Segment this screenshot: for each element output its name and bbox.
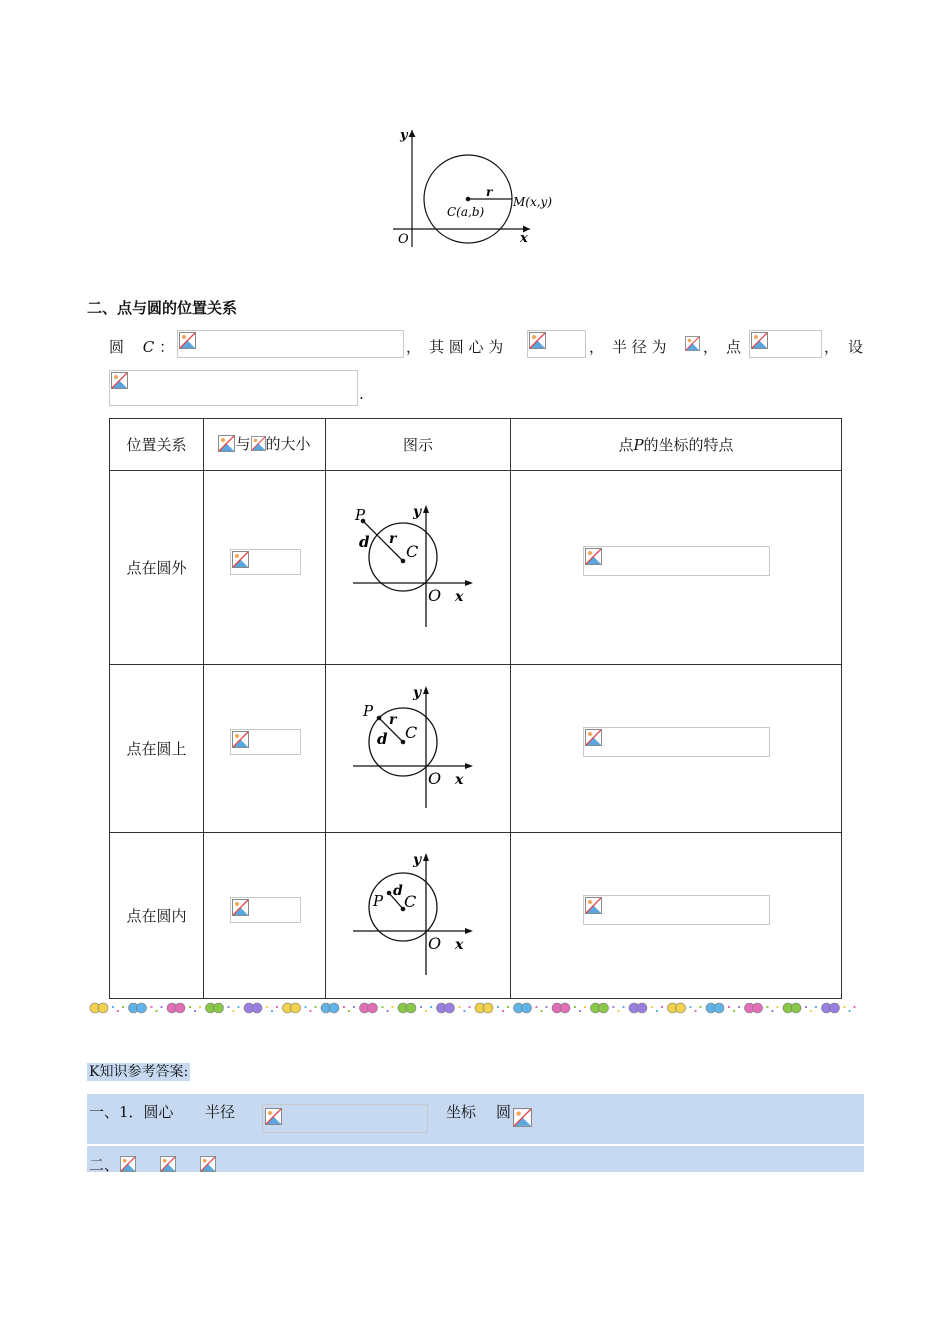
butterfly-icon xyxy=(552,1003,570,1013)
y-label: y xyxy=(413,503,422,520)
dot-decoration xyxy=(151,1006,153,1008)
dot-decoration xyxy=(700,1006,702,1008)
dot-decoration xyxy=(430,1006,432,1008)
butterfly-icon xyxy=(167,1003,185,1013)
dot-decoration xyxy=(849,1010,851,1012)
answer-coord-text: 坐标 xyxy=(446,1103,477,1121)
answer-image xyxy=(230,549,301,575)
dot-decoration xyxy=(276,1006,278,1008)
dot-decoration xyxy=(651,1006,653,1008)
butterfly-icon xyxy=(745,1003,763,1013)
answer-radius-text: 半径 xyxy=(205,1103,236,1121)
dot-decoration xyxy=(844,1006,846,1008)
diagram-cell xyxy=(326,471,511,665)
y-label: y xyxy=(413,684,422,701)
header-feature xyxy=(511,419,842,471)
point-inside-diagram xyxy=(353,849,483,979)
x-label: x xyxy=(455,936,464,953)
broken-image-icon xyxy=(160,1156,176,1172)
answers-line-1 xyxy=(87,1094,864,1144)
dot-decoration xyxy=(536,1006,538,1008)
compare-cell xyxy=(204,665,326,833)
circle-c-prefix xyxy=(109,336,174,357)
dot-decoration xyxy=(233,1010,235,1012)
butterfly-icon xyxy=(629,1003,647,1013)
butterfly-icon xyxy=(129,1003,147,1013)
dot-decoration xyxy=(348,1010,350,1012)
compare-cell xyxy=(204,471,326,665)
dot-decoration xyxy=(497,1006,499,1008)
butterfly-icon xyxy=(706,1003,724,1013)
p-label: P xyxy=(373,891,384,910)
butterfly-icon xyxy=(514,1003,532,1013)
dot-decoration xyxy=(623,1006,625,1008)
table-row xyxy=(110,833,842,999)
dot-decoration xyxy=(199,1006,201,1008)
dot-decoration xyxy=(656,1010,658,1012)
butterfly-icon xyxy=(398,1003,416,1013)
table-row xyxy=(110,665,842,833)
y-label: y xyxy=(413,851,422,868)
and-text: 与 xyxy=(235,435,251,454)
answer-image xyxy=(583,895,770,925)
x-axis-label: x xyxy=(520,231,528,246)
o-label: O xyxy=(428,768,442,788)
butterfly-icon xyxy=(244,1003,262,1013)
radius-label: r xyxy=(486,185,493,199)
period: . xyxy=(359,385,364,403)
broken-image-icon xyxy=(111,372,128,389)
answer-image xyxy=(583,546,770,576)
o-label: O xyxy=(428,585,442,605)
butterfly-icon xyxy=(360,1003,378,1013)
broken-image-icon xyxy=(529,332,546,349)
radius-image xyxy=(685,336,702,355)
butterfly-icon xyxy=(783,1003,801,1013)
p-label: P xyxy=(355,505,366,524)
broken-image-icon xyxy=(120,1156,136,1172)
comma: ， xyxy=(824,338,840,356)
broken-image-icon xyxy=(251,436,266,451)
set-text: 设 xyxy=(848,338,864,356)
comma: ， xyxy=(703,338,719,356)
d-label: d xyxy=(393,882,403,899)
dot-decoration xyxy=(507,1006,509,1008)
radius-is-text: 半 径 为 xyxy=(612,338,667,356)
broken-image-icon xyxy=(585,729,602,746)
answer-image xyxy=(230,729,301,755)
dot-decoration xyxy=(695,1010,697,1012)
broken-image-icon xyxy=(585,548,602,565)
feature-prefix: 点 xyxy=(618,436,634,454)
c-label: C xyxy=(405,722,418,742)
butterfly-icon xyxy=(591,1003,609,1013)
dot-decoration xyxy=(392,1006,394,1008)
r-label: r xyxy=(389,530,397,547)
dot-decoration xyxy=(228,1006,230,1008)
dot-decoration xyxy=(728,1006,730,1008)
dot-decoration xyxy=(305,1006,307,1008)
dot-decoration xyxy=(464,1010,466,1012)
dot-decoration xyxy=(156,1010,158,1012)
dot-decoration xyxy=(425,1010,427,1012)
dot-decoration xyxy=(266,1006,268,1008)
c-label: C xyxy=(406,541,419,561)
butterfly-icon xyxy=(668,1003,686,1013)
point-m-label: M(x,y) xyxy=(513,195,553,209)
relation-cell: 点在圆内 xyxy=(110,833,204,999)
answer-image xyxy=(583,727,770,757)
dot-decoration xyxy=(854,1006,856,1008)
broken-image-icon xyxy=(751,332,768,349)
butterfly-icon xyxy=(822,1003,840,1013)
dot-decoration xyxy=(777,1006,779,1008)
dot-decoration xyxy=(310,1010,312,1012)
center-is-text: 其 圆 心 为 xyxy=(429,338,504,356)
circle-name-c: C xyxy=(142,338,155,356)
butterfly-icon xyxy=(321,1003,339,1013)
dot-decoration xyxy=(382,1006,384,1008)
header-relation: 位置关系 xyxy=(110,419,204,471)
butterfly-icon xyxy=(437,1003,455,1013)
header-compare xyxy=(204,419,326,471)
table-row xyxy=(110,471,842,665)
dot-decoration xyxy=(574,1006,576,1008)
c-label: C xyxy=(404,891,417,911)
comma: ， xyxy=(406,338,422,356)
r-label: r xyxy=(389,711,397,728)
feature-cell xyxy=(511,833,842,999)
dot-decoration xyxy=(805,1006,807,1008)
dot-decoration xyxy=(189,1006,191,1008)
broken-image-icon xyxy=(232,551,249,568)
butterfly-icon xyxy=(206,1003,224,1013)
dot-decoration xyxy=(661,1006,663,1008)
dot-decoration xyxy=(502,1010,504,1012)
diagram-cell xyxy=(326,833,511,999)
point-on-circle-diagram xyxy=(353,682,483,812)
origin-label: O xyxy=(398,232,409,247)
center-coord-image xyxy=(527,330,586,358)
answers-title: K知识参考答案: xyxy=(89,1064,189,1080)
answer-section2-text: 二、 xyxy=(89,1156,120,1174)
butterfly-icon xyxy=(283,1003,301,1013)
answer-center-text: 一、1．圆心 xyxy=(89,1103,174,1121)
dot-decoration xyxy=(238,1006,240,1008)
point-coord-image xyxy=(749,330,822,358)
dot-decoration xyxy=(315,1006,317,1008)
feature-cell xyxy=(511,471,842,665)
dot-decoration xyxy=(469,1006,471,1008)
d-label: d xyxy=(377,729,388,748)
broken-image-icon xyxy=(685,336,700,351)
table-header-row xyxy=(110,419,842,471)
dot-decoration xyxy=(353,1006,355,1008)
point-text: 点 xyxy=(726,338,742,356)
butterfly-icon xyxy=(475,1003,493,1013)
d-image xyxy=(218,435,235,456)
circle-equation-image xyxy=(177,330,404,358)
header-diagram: 图示 xyxy=(326,419,511,471)
r-image xyxy=(251,436,266,455)
relation-cell: 点在圆上 xyxy=(110,665,204,833)
dot-decoration xyxy=(161,1006,163,1008)
point-outside-diagram xyxy=(353,501,483,631)
broken-image-icon xyxy=(200,1156,216,1172)
answers-line-2 xyxy=(87,1146,864,1172)
butterfly-icon xyxy=(90,1003,108,1013)
dot-decoration xyxy=(690,1006,692,1008)
dot-decoration xyxy=(117,1010,119,1012)
dot-decoration xyxy=(767,1006,769,1008)
feature-cell xyxy=(511,665,842,833)
x-label: x xyxy=(455,588,464,605)
dot-decoration xyxy=(772,1010,774,1012)
y-axis-label: y xyxy=(400,128,408,143)
dot-decoration xyxy=(618,1010,620,1012)
dot-decoration xyxy=(387,1010,389,1012)
diagram-cell xyxy=(326,665,511,833)
broken-image-icon xyxy=(585,897,602,914)
dot-decoration xyxy=(420,1006,422,1008)
comma: ， xyxy=(589,338,605,356)
dot-decoration xyxy=(541,1010,543,1012)
feature-suffix: 的坐标的特点 xyxy=(643,436,734,454)
p-label: P xyxy=(363,701,374,720)
circle-word: 圆 xyxy=(109,338,125,356)
dot-decoration xyxy=(613,1006,615,1008)
compare-cell xyxy=(204,833,326,999)
broken-image-icon xyxy=(232,899,249,916)
circle-equation-figure xyxy=(390,122,570,252)
relation-cell: 点在圆外 xyxy=(110,471,204,665)
broken-image-icon xyxy=(513,1108,532,1127)
dot-decoration xyxy=(343,1006,345,1008)
colon: ： xyxy=(159,338,175,356)
position-relation-table xyxy=(109,418,842,999)
dot-decoration xyxy=(579,1010,581,1012)
answer-image xyxy=(230,897,301,923)
butterfly-border-decoration xyxy=(87,998,864,1024)
answer-circle-text: 圆 xyxy=(496,1103,512,1121)
x-label: x xyxy=(455,771,464,788)
dot-decoration xyxy=(815,1006,817,1008)
dot-decoration xyxy=(546,1006,548,1008)
broken-image-icon xyxy=(179,332,196,349)
dot-decoration xyxy=(194,1010,196,1012)
center-label: C(a,b) xyxy=(447,205,485,219)
answer-equation-image xyxy=(262,1104,428,1133)
dot-decoration xyxy=(810,1010,812,1012)
distance-definition-image xyxy=(109,370,358,406)
dot-decoration xyxy=(122,1006,124,1008)
dot-decoration xyxy=(271,1010,273,1012)
o-label: O xyxy=(428,933,442,953)
dot-decoration xyxy=(584,1006,586,1008)
dot-decoration xyxy=(738,1006,740,1008)
section-title: 二、点与圆的位置关系 xyxy=(87,299,238,317)
broken-image-icon xyxy=(232,731,249,748)
dot-decoration xyxy=(733,1010,735,1012)
feature-p: P xyxy=(633,436,644,454)
size-text: 的大小 xyxy=(265,435,311,454)
dot-decoration xyxy=(459,1006,461,1008)
d-label: d xyxy=(359,532,370,551)
broken-image-icon xyxy=(218,435,235,452)
broken-image-icon xyxy=(265,1108,282,1125)
dot-decoration xyxy=(112,1006,114,1008)
